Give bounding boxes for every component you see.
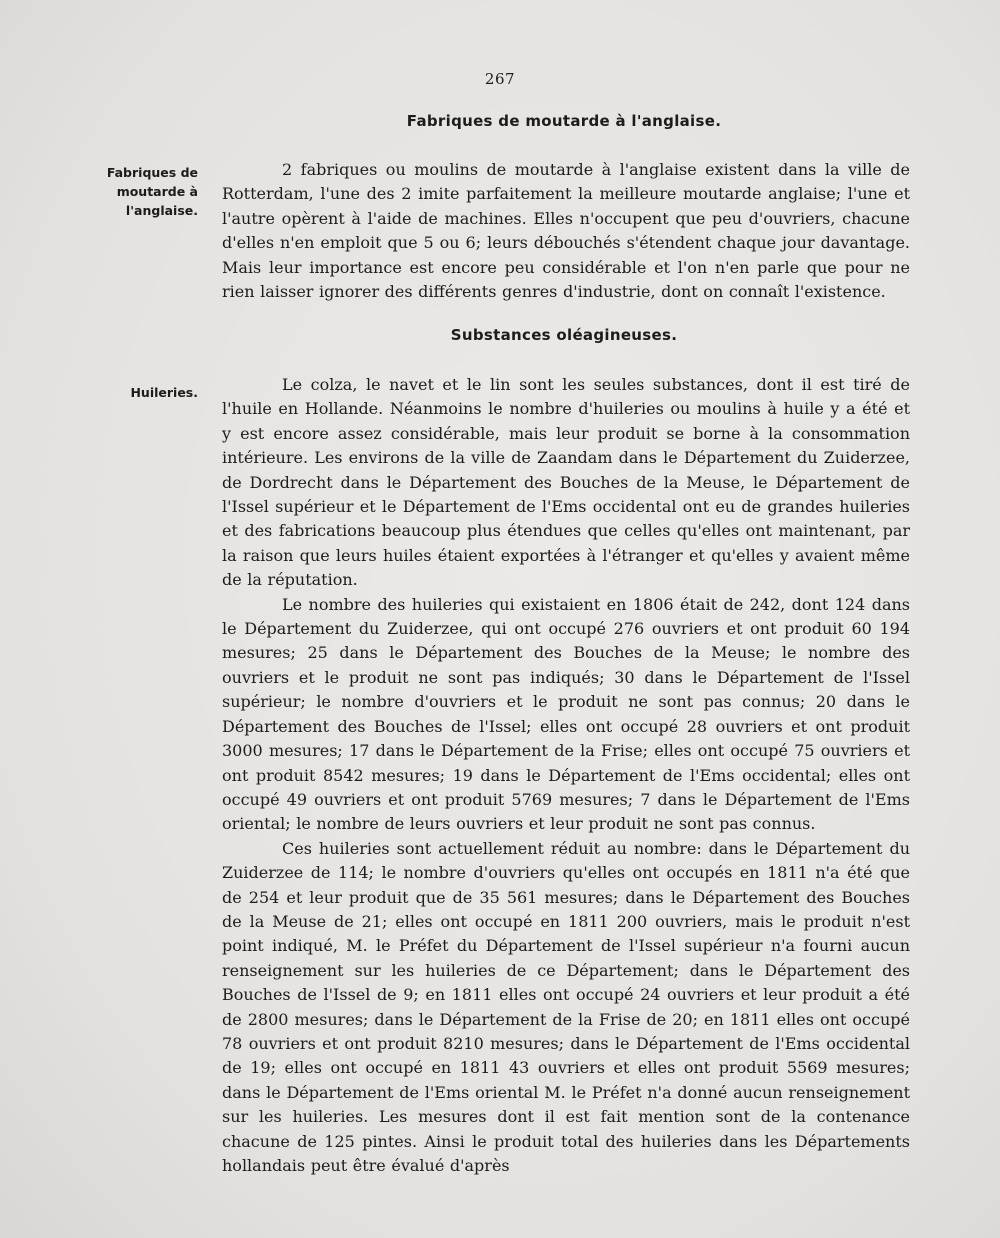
section-title-moutarde: Fabriques de moutarde à l'anglaise. (406, 112, 722, 130)
paragraph: Le nombre des huileries qui existaient en 1806 était de 242, dont 124 dans le Département du Zuiderzee, qui ont occupé 276 ouvriers et ont produit 60 194 mesures; 25 dans le Département des Bouches de la Meuse; le nombre des ouvriers et le produit ne sont pas indiqués; 30 dans le Département de l'Issel supérieur; le nombre d'ouvriers et le produit ne sont pas connus; 20 dans le Département des Bouches de l'Issel; elles ont occupé 28 ouvriers et ont produit 3000 mesures; 17 dans le Département de la Frise; elles ont occupé 75 ouvriers et ont produit 8542 mesures; 19 dans le Département de l'Ems occidental; elles ont occupé 49 ouvriers et ont produit 5769 mesures; 7 dans le Département de l'Ems oriental; le nombre de leurs ouvriers et leur produit ne sont pas connus. (222, 594, 910, 834)
margin-note-huileries: Huileries. (130, 385, 198, 400)
paragraph: Ces huileries sont actuellement réduit au nombre: dans le Département du Zuiderzee de 114; le nombre d'ouvriers qu'elles ont occupés en 1811 n'a été que de 254 et leur produit que de 35 561 mesures; dans le Département des Bouches de la Meuse de 21; elles ont occupé en 1811 200 ouvriers, mais le produit n'est point indiqué, M. le Préfet du Département de l'Issel supérieur n'a fourni aucun renseignement sur les huileries de ce Département; dans le Département des Bouches de l'Issel de 9; en 1811 elles ont occupé 24 ouvriers et leur produit a été de 2800 mesures; dans le Département de la Frise de 20; en 1811 elles ont occupé 78 ouvriers et ont produit 8210 mesures; dans le Département de l'Ems occidental de 19; elles ont occupé en 1811 43 ouvriers et elles ont produit 5569 mesures; dans le Département de l'Ems oriental M. le Préfet n'a donné aucun renseignement sur les huileries. Les mesures dont il est fait mention sont de la contenance chacune de 125 pintes. Ainsi le produit total des huileries dans les Départements hollandais peut être évalué d'après (222, 838, 910, 1175)
paragraph: Le colza, le navet et le lin sont les seules substances, dont il est tiré de l'huile en Hollande. Néanmoins le nombre d'huileries ou moulins à huile y a été et y est encore assez considérable, mais leur produit se borne à la consommation intérieure. Les environs de la ville de Zaandam dans le Département du Zuiderzee, de Dordrecht dans le Département des Bouches de la Meuse, le Département de l'Issel supérieur et le Département de l'Ems occidental ont eu de grandes huileries et des fabrications beaucoup plus étendues que celles qu'elles ont maintenant, par la raison que leurs huiles étaient exportées à l'étranger et qu'elles y avaient même de la réputation. (222, 375, 910, 590)
section-title-substances: Substances oléagineuses. (450, 326, 678, 344)
page-number: 267 (484, 70, 516, 88)
margin-note-moutarde: Fabriques de moutarde à l'anglaise. (106, 165, 198, 218)
section-body-moutarde (222, 158, 910, 304)
section-body-huileries (222, 373, 910, 1178)
paragraph: 2 fabriques ou moulins de moutarde à l'anglaise existent dans la ville de Rotterdam, l'une des 2 imite parfaitement la meilleure moutarde anglaise; l'une et l'autre opèrent à l'aide de machines. Elles n'occupent que peu d'ouvriers, chacune d'elles n'en emploit que 5 ou 6; leurs débouchés s'étendent chaque jour davantage. Mais leur importance est encore peu considérable et l'on n'en parle que pour ne rien laisser ignorer des différents genres d'industrie, dont on connaît l'existence. (222, 160, 910, 302)
